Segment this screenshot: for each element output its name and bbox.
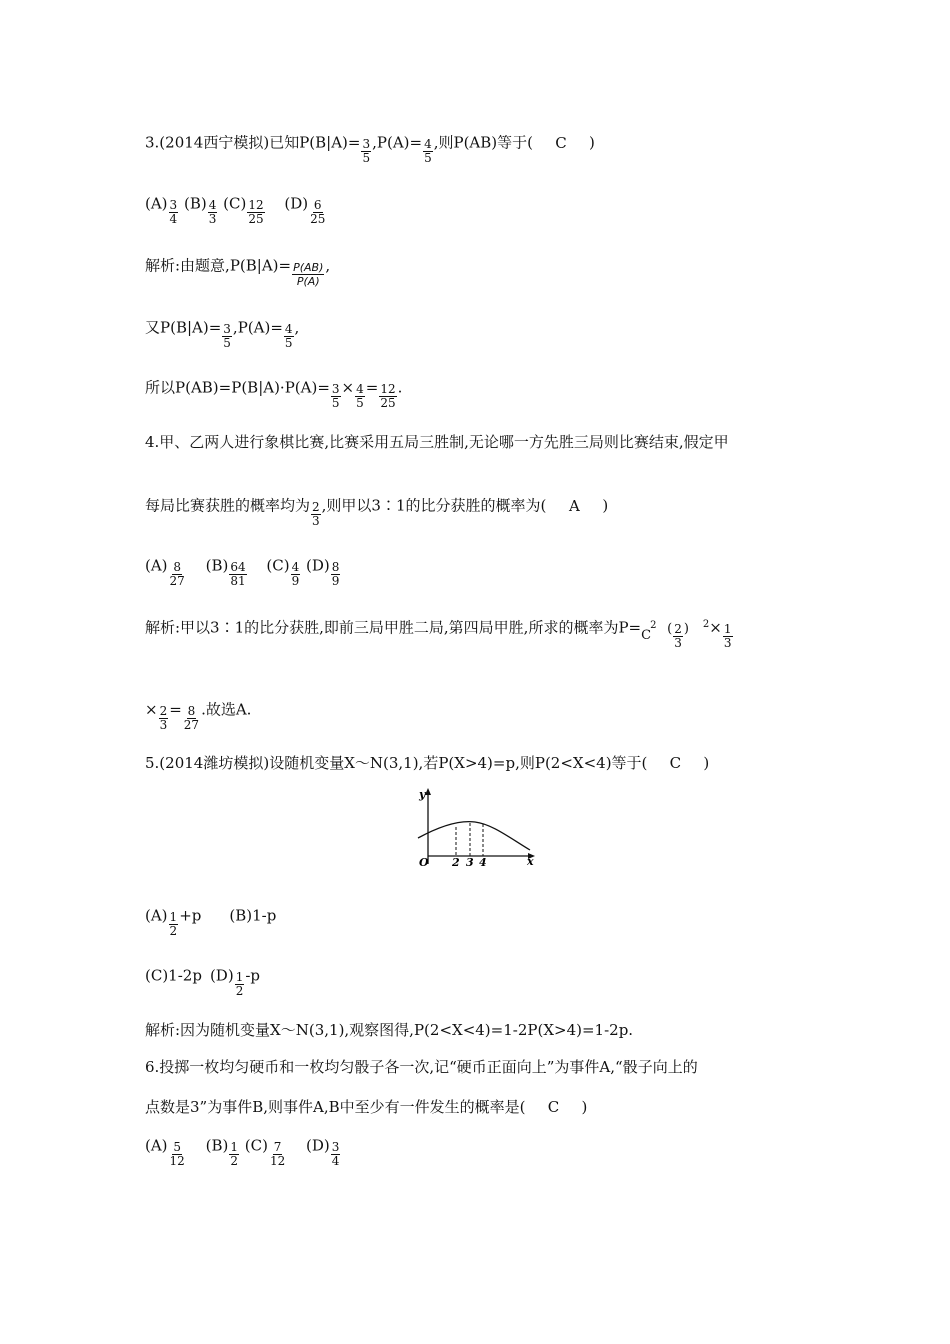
numerator: 8	[187, 704, 196, 718]
text-run: (D)	[306, 556, 330, 575]
fraction	[159, 705, 169, 732]
fraction	[673, 623, 683, 650]
text-run: 解析:甲以3∶1的比分获胜,即前三局甲胜二局,第四局甲胜,所求的概率为P=	[145, 618, 642, 637]
text-run: (A)	[145, 1136, 168, 1155]
numerator: 1	[169, 910, 178, 924]
text-run: =	[169, 700, 182, 719]
text-run: =	[365, 378, 379, 397]
denominator: 9	[331, 574, 340, 588]
numerator: 2	[674, 622, 682, 636]
origin-label: O	[419, 856, 429, 868]
text-run: C	[641, 627, 652, 643]
answer: C	[555, 133, 567, 152]
text-run: (B)	[183, 194, 207, 213]
fraction	[222, 323, 232, 350]
text-run: (C)	[244, 1136, 268, 1155]
denominator: 3	[159, 718, 168, 732]
fraction	[292, 261, 324, 288]
text-run: (D)	[306, 1136, 330, 1155]
denominator: 5	[223, 336, 231, 350]
numerator: 4	[356, 382, 364, 396]
text-run: (	[667, 621, 673, 637]
q5-options-cd	[145, 963, 260, 998]
numerator: 4	[424, 137, 432, 151]
text-run: 每局比赛获胜的概率均为	[145, 496, 311, 515]
numerator: 1	[235, 970, 244, 984]
numerator: P(AB)	[293, 261, 324, 274]
text-run: 5.(2014潍坊模拟)设随机变量X～N(3,1),若P(X>4)=p,则P(2<X<4)等于(	[145, 754, 648, 772]
denominator: 5	[424, 151, 432, 165]
denominator: 9	[291, 574, 300, 588]
text-run: ×	[145, 700, 158, 719]
text-run: +p	[179, 906, 202, 925]
denominator: 5	[362, 151, 371, 165]
denominator: 2	[169, 924, 178, 938]
denominator: P(A)	[296, 275, 320, 288]
q6-stem-line2	[145, 1097, 587, 1117]
denominator: 12	[269, 1154, 286, 1168]
text-run: (A)	[145, 556, 168, 575]
text-run: (B)	[205, 1136, 229, 1155]
fraction	[269, 1141, 286, 1168]
text-run: (C)1-2p	[145, 966, 202, 985]
numerator: 8	[331, 560, 340, 574]
y-axis-label: y	[419, 788, 426, 801]
numerator: 4	[208, 198, 217, 212]
fraction	[379, 383, 396, 410]
q4-solution-2	[145, 697, 252, 732]
numerator: 8	[173, 560, 181, 574]
denominator: 12	[169, 1154, 185, 1168]
fraction	[235, 971, 245, 998]
fraction	[247, 199, 264, 226]
text-run: (C)	[223, 194, 247, 213]
q4-options	[145, 553, 341, 588]
numerator: 5	[173, 1140, 181, 1154]
text-run: 3.(2014西宁模拟)已知P(B|A)=	[145, 133, 361, 152]
text-run: ,	[325, 256, 331, 275]
text-run: 所以P(AB)=P(B|A)·P(A)=	[145, 378, 330, 397]
numerator: 12	[380, 382, 396, 396]
answer: C	[669, 754, 682, 772]
fraction	[183, 705, 200, 732]
text-run: )	[581, 1098, 588, 1116]
fraction	[355, 383, 365, 410]
numerator: 64	[230, 560, 246, 574]
numerator: 3	[223, 322, 231, 336]
text-run: (A)	[145, 906, 168, 925]
denominator: 3	[208, 212, 217, 226]
text-run: ×	[709, 618, 722, 637]
x-axis-label: x	[527, 855, 534, 868]
text-run: 2	[702, 618, 710, 630]
q6-stem-line1: 6.投掷一枚均匀硬币和一枚均匀骰子各一次,记“硬币正面向上”为事件A,“骰子向上的	[145, 1058, 698, 1076]
text-run: ,则P(AB)等于(	[433, 133, 533, 152]
answer: C	[547, 1098, 560, 1116]
fraction	[331, 561, 341, 588]
denominator: 5	[356, 396, 364, 410]
denominator: 25	[310, 212, 326, 226]
tick-3: 3	[466, 856, 474, 868]
numerator: 7	[273, 1140, 282, 1154]
q3-solution-1	[145, 253, 331, 288]
fraction	[169, 561, 186, 588]
tick-2: 2	[452, 856, 460, 868]
denominator: 2	[230, 1154, 238, 1168]
fraction	[169, 911, 179, 938]
fraction	[169, 1141, 186, 1168]
text-run: )	[602, 496, 609, 515]
numerator: 3	[331, 382, 340, 396]
fraction	[361, 138, 371, 165]
text-run: -p	[245, 966, 260, 985]
denominator: 5	[331, 396, 340, 410]
text-run: (D)	[284, 194, 309, 213]
fraction	[331, 383, 341, 410]
q5-solution: 解析:因为随机变量X～N(3,1),观察图得,P(2<X<4)=1-2P(X>4)=1-2p.	[145, 1021, 634, 1039]
numerator: 1	[723, 622, 732, 636]
q5-stem	[145, 753, 709, 773]
denominator: 4	[169, 212, 178, 226]
denominator: 81	[230, 574, 246, 588]
tick-4: 4	[479, 856, 487, 868]
fraction	[331, 1141, 341, 1168]
text-run: )	[683, 621, 689, 637]
text-run: ,P(A)=	[372, 133, 423, 152]
numerator: 4	[284, 322, 293, 336]
q4-stem-line1: 4.甲、乙两人进行象棋比赛,比赛采用五局三胜制,无论哪一方先胜三局则比赛结束,假定甲	[145, 433, 729, 451]
q4-stem-line2	[145, 493, 609, 528]
normal-distribution-graph	[410, 786, 545, 868]
text-run: 点数是3”为事件B,则事件A,B中至少有一件发生的概率是(	[145, 1098, 526, 1116]
q3-stem	[145, 130, 595, 165]
numerator: 3	[331, 1140, 340, 1154]
fraction	[169, 199, 179, 226]
q3-solution-3	[145, 375, 403, 410]
fraction	[423, 138, 433, 165]
combination	[641, 619, 661, 643]
numerator: 4	[291, 560, 300, 574]
fraction	[284, 323, 294, 350]
text-run: (A)	[145, 194, 168, 213]
text-run: (B)	[205, 556, 229, 575]
text-run: (C)	[266, 556, 290, 575]
numerator: 3	[362, 137, 371, 151]
q3-solution-2	[145, 315, 300, 350]
answer: A	[568, 496, 580, 515]
q3-options	[145, 191, 327, 226]
denominator: 3	[674, 636, 682, 650]
numerator: 6	[313, 198, 322, 212]
text-run: ×	[341, 378, 355, 397]
denominator: 27	[183, 718, 200, 732]
fraction	[208, 199, 218, 226]
fraction	[723, 623, 733, 650]
text-run: .	[397, 378, 403, 397]
fraction	[291, 561, 301, 588]
text-run: ,P(A)=	[232, 318, 283, 337]
denominator: 25	[248, 212, 264, 226]
text-run: 解析:由题意,P(B|A)=	[145, 256, 292, 275]
denominator: 25	[380, 396, 396, 410]
denominator: 2	[235, 984, 244, 998]
text-run: )	[703, 754, 710, 772]
text-run: 2	[650, 619, 657, 631]
fraction	[309, 199, 326, 226]
fraction	[311, 501, 321, 528]
denominator: 5	[284, 336, 293, 350]
text-run: (D)	[209, 966, 234, 985]
q4-solution-1	[145, 615, 734, 650]
numerator: 2	[159, 704, 168, 718]
q6-options	[145, 1133, 341, 1168]
q5-options-ab	[145, 903, 277, 938]
numerator: 1	[230, 1140, 238, 1154]
fraction	[229, 561, 246, 588]
text-run: ,则甲以3∶1的比分获胜的概率为(	[321, 496, 547, 515]
denominator: 3	[312, 514, 320, 528]
text-run: ,	[294, 318, 300, 337]
text-run: (B)1-p	[229, 906, 277, 925]
fraction	[229, 1141, 239, 1168]
numerator: 12	[248, 198, 264, 212]
numerator: 2	[312, 500, 320, 514]
text-run: )	[589, 133, 595, 152]
denominator: 3	[723, 636, 732, 650]
denominator: 4	[331, 1154, 340, 1168]
numerator: 3	[169, 198, 178, 212]
denominator: 27	[169, 574, 185, 588]
text-run: 又P(B|A)=	[145, 318, 222, 337]
text-run: .故选A.	[201, 700, 252, 719]
